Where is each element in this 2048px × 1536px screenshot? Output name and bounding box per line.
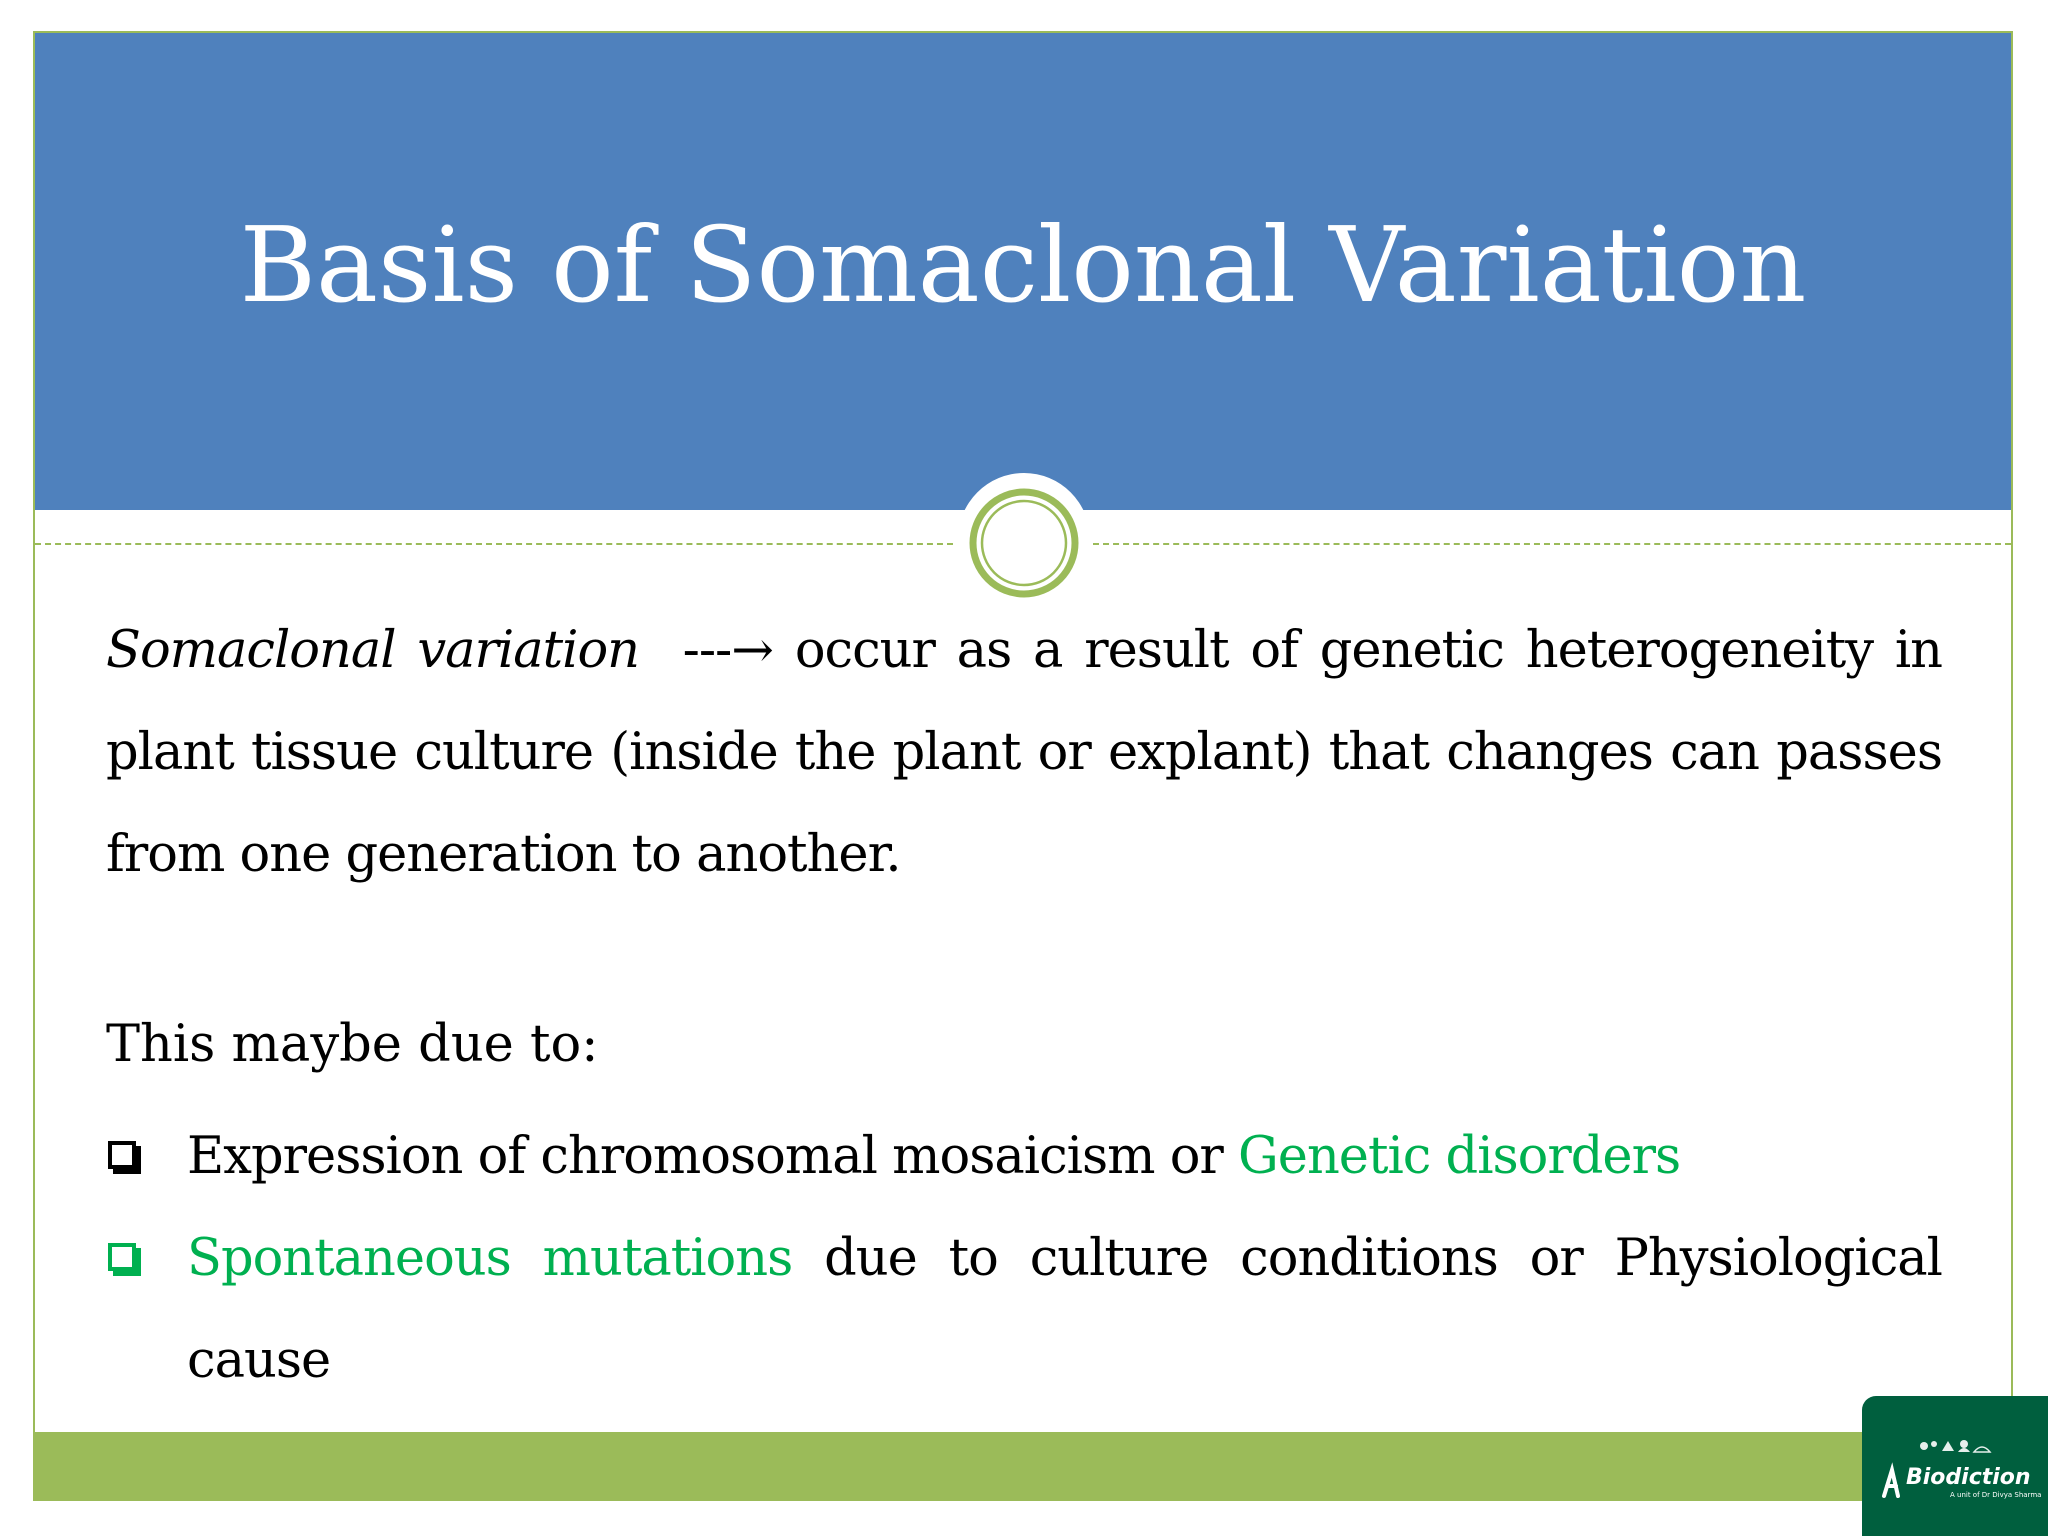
item-highlight: Spontaneous mutations [187,1229,793,1288]
arrow-icon: ---→ [682,621,774,680]
checkbox-icon [108,1243,136,1271]
logo-name: Biodiction [1906,1465,2031,1490]
footer-band [35,1432,2011,1499]
logo-mark-icon [1862,1396,2048,1536]
cause-list [106,1106,1942,1412]
definition-term: Somaclonal variation [106,621,640,680]
definition-text: occur as a result of genetic heterogeneity in plant tissue culture (inside the plant or explant) that changes can passes from one generation to another. [106,621,1942,884]
item-highlight: Genetic disorders [1238,1127,1681,1186]
biodiction-logo [1862,1396,2048,1536]
item-text: Expression of chromosomal mosaicism or [187,1127,1239,1186]
slide-body [106,600,1942,1390]
item-text: due to culture conditions or Physiological cause [187,1229,1942,1390]
circle-ornament-icon [955,470,1093,608]
divider-left [35,543,953,545]
logo-tagline: A unit of Dr Divya Sharma [1950,1491,2042,1499]
divider-right [1093,543,2011,545]
checkbox-icon [108,1141,136,1169]
intro-text: This maybe due to: [106,1015,599,1074]
slide-title: Basis of Somaclonal Variation [239,204,1807,326]
list-item [106,1208,1942,1412]
list-item [106,1106,1942,1208]
definition-paragraph [106,600,1942,906]
